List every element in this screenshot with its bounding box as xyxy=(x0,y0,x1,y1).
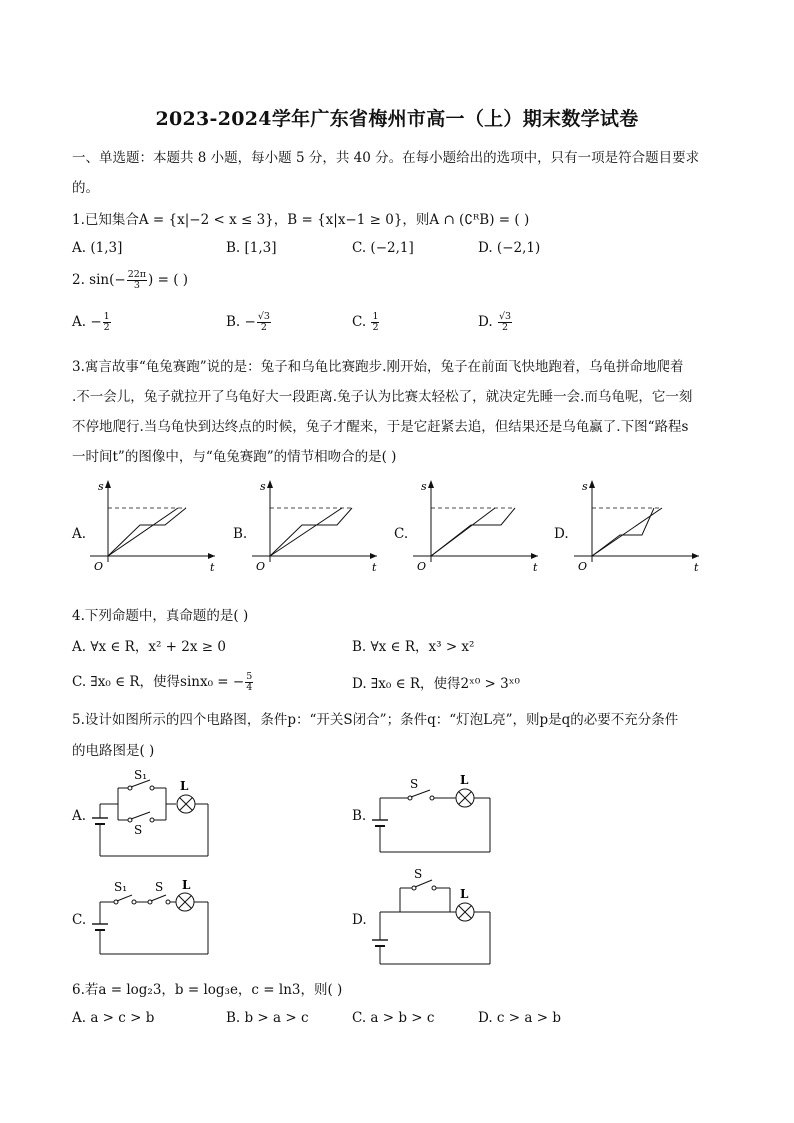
q5-circuit-d[interactable] xyxy=(370,866,500,966)
q2-stem-fraction xyxy=(127,270,147,291)
origin-label: O xyxy=(417,560,427,573)
s-axis-label: s xyxy=(582,480,588,493)
question-3-line3: 不停地爬行.当乌龟快到达终点的时候，兔子才醒来，于是它赶紧去追，但结果还是乌龟赢了.下图“路程s xyxy=(72,419,689,435)
q2-option-c-label: C. xyxy=(352,314,371,330)
lamp-label: L xyxy=(182,878,191,892)
question-3-line2: .不一会儿，兔子就拉开了乌龟好大一段距离.兔子认为比赛太轻松了，就决定先睡一会.而乌龟呢，它一刻 xyxy=(72,389,693,405)
question-6-stem: 6.若a = log₂3，b = log₃e，c = ln3，则( ) xyxy=(72,982,343,998)
q2-option-a[interactable] xyxy=(72,312,112,333)
t-axis-label: t xyxy=(533,561,538,574)
q2-option-c-num: 1 xyxy=(372,311,379,322)
switch-s-lever xyxy=(151,895,166,901)
question-5-line1: 5.设计如图所示的四个电路图，条件p：“开关S闭合”；条件q：“灯泡L亮”，则p是q的必要不充分条件 xyxy=(72,712,679,728)
q4-option-b[interactable]: B. ∀x ∈ R，x³ > x² xyxy=(352,639,475,655)
q5-option-c-label[interactable]: C. xyxy=(72,912,87,928)
lamp-label: L xyxy=(180,779,189,793)
q3-option-d-label[interactable]: D. xyxy=(554,526,569,542)
q2-option-a-num: 1 xyxy=(103,311,110,322)
q5-option-a-label[interactable]: A. xyxy=(72,808,87,824)
q2-option-a-fraction xyxy=(103,312,111,333)
q5-option-d-label[interactable]: D. xyxy=(352,912,367,928)
q6-option-a[interactable]: A. a > c > b xyxy=(72,1010,155,1026)
s-axis-arrow-icon xyxy=(589,480,595,488)
lamp-label: L xyxy=(460,887,469,901)
q2-option-c[interactable] xyxy=(352,312,380,333)
q3-option-c-label[interactable]: C. xyxy=(394,526,409,542)
q2-stem-prefix: 2. sin(− xyxy=(72,272,126,288)
s-axis-arrow-icon xyxy=(428,480,434,488)
question-4-stem: 4.下列命题中，真命题的是( ) xyxy=(72,608,249,624)
switch-s-label: S xyxy=(134,823,143,837)
switch-s-lever xyxy=(411,790,430,797)
switch-contact xyxy=(132,900,136,904)
s-axis-label: s xyxy=(421,480,427,493)
switch-s-lever xyxy=(415,880,432,887)
switch-contact xyxy=(150,818,154,822)
q2-option-b-num: √3 xyxy=(257,311,270,322)
t-axis-arrow-icon xyxy=(370,553,377,559)
q5-circuit-b[interactable] xyxy=(370,770,500,858)
q1-option-d[interactable]: D. (−2,1) xyxy=(478,240,541,256)
question-5-line2: 的电路图是( ) xyxy=(72,743,155,759)
s-axis-arrow-icon xyxy=(105,480,111,488)
switch-contact xyxy=(430,796,434,800)
switch-s-lever xyxy=(131,812,150,819)
question-3-line1: 3.寓言故事“龟兔赛跑”说的是：兔子和乌龟比赛跑步.刚开始，兔子在前面飞快地跑着，乌龟拼命地爬着 xyxy=(72,359,684,375)
q4-option-c-fraction xyxy=(245,672,253,693)
q3-option-a-label[interactable]: A. xyxy=(72,526,87,542)
page-title: 2023-2024学年广东省梅州市高一（上）期末数学试卷 xyxy=(155,108,639,130)
origin-label: O xyxy=(256,560,266,573)
q4-option-c[interactable] xyxy=(72,670,254,693)
rabbit-path xyxy=(270,508,352,556)
t-axis-label: t xyxy=(210,561,215,574)
rabbit-path xyxy=(108,508,186,556)
switch-contact xyxy=(150,786,154,790)
q2-option-d-label: D. xyxy=(478,314,497,330)
switch-s-label: S xyxy=(410,777,419,791)
section-heading-line1: 一、单选题：本题共 8 小题，每小题 5 分，共 40 分。在每小题给出的选项中，只有一项是符合题目要求 xyxy=(72,150,700,166)
q2-option-d[interactable] xyxy=(478,312,513,333)
t-axis-label: t xyxy=(372,561,377,574)
switch-s-label: S xyxy=(414,867,423,881)
q2-option-d-num: √3 xyxy=(498,311,512,322)
q4-option-c-num: 5 xyxy=(246,671,253,682)
q6-option-c[interactable]: C. a > b > c xyxy=(352,1010,435,1026)
question-1-stem: 1.已知集合A = {x|−2 < x ≤ 3}，B = {x|x−1 ≥ 0}，则A ∩ (∁ᴿB) = ( ) xyxy=(72,212,530,228)
switch-s-label: S xyxy=(155,880,164,894)
q6-option-d[interactable]: D. c > a > b xyxy=(478,1010,561,1026)
question-2-stem xyxy=(72,270,188,291)
q2-option-b[interactable] xyxy=(226,312,272,333)
rabbit-path xyxy=(592,508,654,556)
rabbit-path xyxy=(431,508,515,556)
section-heading-line2: 的。 xyxy=(72,180,99,196)
q3-graph-c[interactable] xyxy=(413,478,543,576)
q3-option-b-label[interactable]: B. xyxy=(233,526,248,542)
q6-option-b[interactable]: B. b > a > c xyxy=(226,1010,309,1026)
q4-option-c-text: C. ∃x₀ ∈ R，使得sinx₀ = − xyxy=(72,674,245,690)
q2-stem-suffix: ) = ( ) xyxy=(148,272,189,288)
tortoise-path xyxy=(270,508,342,556)
t-axis-arrow-icon xyxy=(208,553,215,559)
q5-circuit-c[interactable] xyxy=(88,874,218,960)
q4-option-a[interactable]: A. ∀x ∈ R，x² + 2x ≥ 0 xyxy=(72,639,226,655)
q2-option-c-den: 2 xyxy=(372,322,379,333)
q2-option-d-fraction xyxy=(498,312,512,333)
s-axis-label: s xyxy=(260,480,266,493)
q3-graph-d[interactable] xyxy=(574,478,704,576)
lamp-label: L xyxy=(460,773,469,787)
q5-circuit-a[interactable] xyxy=(88,768,218,860)
tortoise-path xyxy=(108,508,178,556)
t-axis-arrow-icon xyxy=(531,553,538,559)
q1-option-c[interactable]: C. (−2,1] xyxy=(352,240,414,256)
switch-contact xyxy=(432,886,436,890)
switch-s1-label: S₁ xyxy=(114,880,128,894)
q2-option-b-label: B. − xyxy=(226,314,256,330)
t-axis-arrow-icon xyxy=(692,553,699,559)
q3-graph-a[interactable] xyxy=(90,478,220,576)
q2-option-a-label: A. − xyxy=(72,314,102,330)
q2-option-a-den: 2 xyxy=(103,322,110,333)
q5-option-b-label[interactable]: B. xyxy=(352,808,367,824)
q3-graph-b[interactable] xyxy=(252,478,382,576)
s-axis-arrow-icon xyxy=(267,480,273,488)
q4-option-d[interactable]: D. ∃x₀ ∈ R，使得2ˣ⁰ > 3ˣ⁰ xyxy=(352,676,520,692)
switch-s1-label: S₁ xyxy=(134,768,148,782)
origin-label: O xyxy=(94,560,104,573)
origin-label: O xyxy=(578,560,588,573)
switch-contact xyxy=(166,900,170,904)
switch-s1-lever xyxy=(117,895,132,901)
s-axis-label: s xyxy=(98,480,104,493)
q1-option-a[interactable]: A. (1,3] xyxy=(72,240,123,256)
q1-option-b[interactable]: B. [1,3] xyxy=(226,240,277,256)
tortoise-path xyxy=(431,508,495,556)
question-3-line4: 一时间t”的图像中，与“龟兔赛跑”的情节相吻合的是( ) xyxy=(72,449,397,465)
q2-option-b-den: 2 xyxy=(260,322,267,333)
q2-option-c-fraction xyxy=(371,312,379,333)
q2-stem-num: 22π xyxy=(127,269,147,280)
q2-option-b-fraction xyxy=(257,312,271,333)
q2-stem-den: 3 xyxy=(133,280,140,291)
q4-option-c-den: 4 xyxy=(246,682,253,693)
tortoise-path xyxy=(592,508,662,556)
q2-option-d-den: 2 xyxy=(501,322,509,333)
t-axis-label: t xyxy=(694,561,699,574)
